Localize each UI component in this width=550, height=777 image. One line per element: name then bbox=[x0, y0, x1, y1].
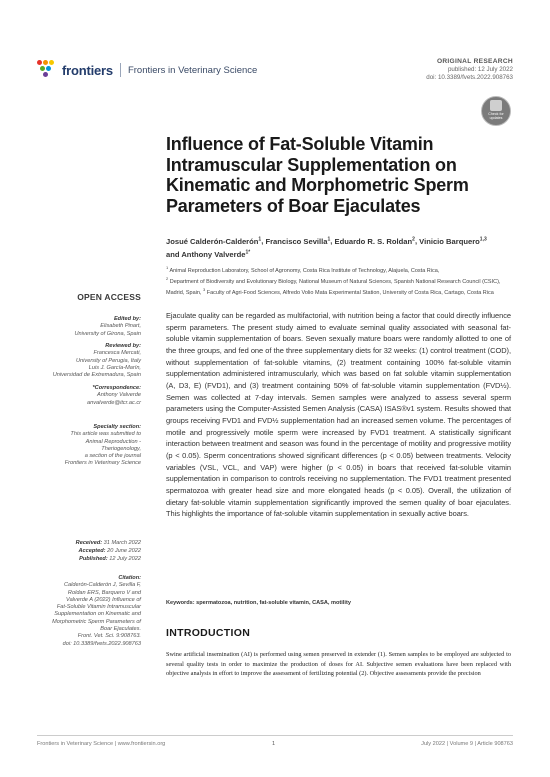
article-doi[interactable]: doi: 10.3389/fvets.2022.908763 bbox=[426, 74, 513, 81]
affiliation: $^2$ Department of Biodiversity and Evolutionary Biology, National Museum of Natural Sciences, Spanish National Research Council (CSIC), Madrid, Spain, bbox=[166, 276, 501, 297]
published-date: published: 12 July 2022 bbox=[447, 66, 513, 73]
affiliation: $^3$ Faculty of Agri-Food Sciences, Alfredo Volio Mata Experimental Station, University of Costa Rica, Cartago, Costa Rica bbox=[203, 287, 494, 297]
update-check-icon bbox=[490, 100, 502, 111]
logo-divider bbox=[120, 63, 121, 77]
article-meta bbox=[426, 58, 513, 82]
check-for-updates-button[interactable] bbox=[481, 96, 511, 126]
journal-name: Frontiers in Veterinary Science bbox=[127, 64, 258, 76]
article-type: ORIGINAL RESEARCH bbox=[436, 58, 513, 65]
reviewed-by: Reviewed by: Francesca Mercati, University of Perugia, Italy Luis J. García-Marín, Universidad de Extremadura, Spain bbox=[52, 343, 141, 379]
footer-journal-link[interactable]: Frontiers in Veterinary Science | www.frontiersin.org bbox=[37, 741, 166, 747]
correspondence: *Correspondence: Anthony Valverde anvalverde@itcr.ac.cr bbox=[87, 385, 141, 406]
check-updates-label: Check for updates bbox=[488, 112, 504, 120]
journal-logo bbox=[37, 59, 257, 81]
article-dates bbox=[76, 539, 141, 563]
affiliation: $^1$ Animal Reproduction Laboratory, School of Agronomy, Costa Rica Institute of Technology, Alajuela, Costa Rica, bbox=[166, 265, 440, 274]
open-access-label: OPEN ACCESS bbox=[77, 292, 141, 302]
received-date: Received: 31 March 2022 bbox=[75, 540, 141, 546]
abstract-text: Ejaculate quality can be regarded as multifactorial, with nutrition being a factor that could directly influence sperm parameters. The present study aimed to evaluate seminal quality associated with seasonal fat-soluble vitamin supplementation of boars. Seven sexually mature boars were randomly allotted to one of the three groups, and fed one of the three supplementary diets for 32 weeks: (1) control treatment (COD), without supplementation of fat-soluble vitamins, (2) treatment containing 100% fat-soluble vitamin supplementation administered intramuscularly, which was based on fat soluble vitamin supplementation (A, D3, E) (FVD1), and (3) treatment containing 50% of fat-soluble vitamin supplementation (FVD½). Semen was collected at 7-day intervals. Semen samples were analyzed to assess several sperm parameters using the Computer-Assisted Semen Analysis (CASA) ISAS®v1 system. Results showed that groups receiving FVD1 and FVD½ supplementation had an increased semen volume. The percentages of motile and progressively motile sperm were increased by FVD1 treatment. A statistically significant interaction between treatment and season was found in the percentage of motility and progressive motility (p < 0.05). Sperm concentrations showed significant differences (p < 0.05) between treatments. Velocity variables (VSL, VCL, and VAP) were higher (p < 0.05) in boars that received fat-soluble vitamin supplementation in comparison to controls receiving no supplementation. The FVD1 treatment presented spermatozoa with greater head size and more elongated heads (p < 0.05). Overall, the utilization of dietary fat-soluble vitamin supplementation significantly improved the semen quality of boar ejaculates. This highlights the importance of fat-soluble vitamin supplementation in sexually active boars. bbox=[166, 311, 511, 519]
footer-divider bbox=[37, 735, 513, 736]
author[interactable]: Eduardo R. S. Roldan$^2$ bbox=[334, 236, 415, 246]
frontiers-logo-icon bbox=[37, 60, 59, 80]
edited-by: Edited by: Elisabeth Pinart, University of Girona, Spain bbox=[74, 316, 141, 337]
brand-name: frontiers bbox=[62, 62, 113, 78]
citation: Citation: Calderón-Calderón J, Sevilla F, Roldan ERS, Barquero V and Valverde A (2022) Influence of Fat-Soluble Vitamin Intramuscular Supplementation on Kinematic and Morphometric Sperm Parameters of Boar Ejaculates. Front. Vet. Sci. 9:908763. doi: 10.3389/fvets.2022.908763 bbox=[52, 575, 141, 647]
accepted-date: Accepted: 20 June 2022 bbox=[78, 548, 141, 554]
correspondence-email[interactable]: anvalverde@itcr.ac.cr bbox=[87, 399, 141, 406]
keywords: Keywords: spermatozoa, nutrition, fat-soluble vitamin, CASA, motility bbox=[166, 600, 351, 606]
published-date-sidebar: Published: 12 July 2022 bbox=[79, 556, 141, 562]
introduction-text: Swine artificial insemination (AI) is performed using semen preserved in extender (1). Semen samples to be employed are subjected to several quality tests in order to maximize the production of doses for AI. Subjective semen evaluations have been replaced with objective analysis in effort to improve the assessment of fertilizing potential (2). Objective assessments provide the precision bbox=[166, 651, 511, 678]
abstract bbox=[166, 310, 511, 520]
article-title: Influence of Fat-Soluble Vitamin Intramuscular Supplementation on Kinematic and Morphometric Sperm Parameters of Boar Ejaculates bbox=[166, 134, 469, 216]
author[interactable]: and Anthony Valverde$^{1*}$ bbox=[166, 249, 251, 259]
author[interactable]: Josué Calderón-Calderón$^1$ bbox=[166, 236, 262, 246]
citation-doi[interactable]: doi: 10.3389/fvets.2022.908763 bbox=[62, 640, 141, 647]
page-number: 1 bbox=[272, 741, 276, 747]
author[interactable]: Vinicio Barquero$^{1,3}$ bbox=[419, 236, 487, 246]
author[interactable]: Francisco Sevilla$^1$ bbox=[265, 236, 331, 246]
affiliations bbox=[166, 264, 511, 297]
specialty-section: Specialty section: This article was submitted to Animal Reproduction - Theriogenology, a section of the journal Frontiers in Veterinary Science bbox=[64, 424, 141, 467]
author-list: Josué Calderón-Calderón$^1$, Francisco Sevilla$^1$, Eduardo R. S. Roldan$^2$, Vinicio Barquero$^{1,3}$ and Anthony Valverde$^{1*}$ bbox=[166, 236, 487, 259]
footer-issue-info: July 2022 | Volume 9 | Article 908763 bbox=[421, 741, 513, 747]
section-heading-introduction: INTRODUCTION bbox=[166, 627, 251, 639]
